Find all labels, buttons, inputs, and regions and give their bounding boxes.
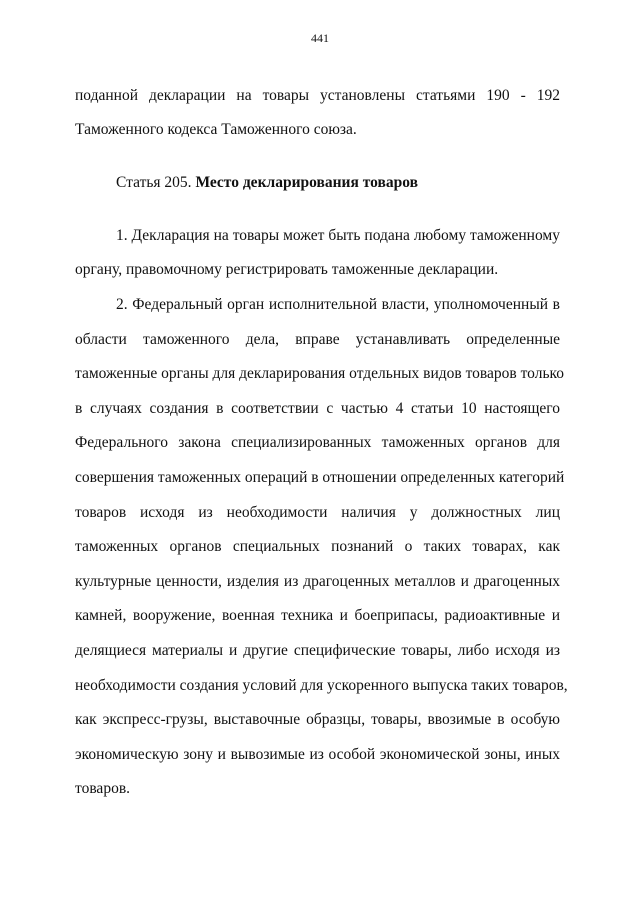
article-number: Статья 205. (116, 174, 192, 191)
text-line-11: совершения таможенных операций в отношении определенных категорий (75, 469, 565, 486)
text-line-5: органу, правомочному регистрировать таможенные декларации. (75, 261, 499, 278)
text-line-9: в случаях создания в соответствии с частью 4 статьи 10 настоящего (75, 400, 560, 417)
article-heading (116, 173, 560, 193)
text-line-16: делящиеся материалы и другие специфические товары, либо исходя из (75, 642, 560, 659)
text-line-7: области таможенного дела, вправе устанавливать определенные (75, 331, 560, 348)
text-line-15: камней, вооружение, военная техника и боеприпасы, радиоактивные и (75, 607, 560, 624)
text-line-10: Федерального закона специализированных таможенных органов для (75, 434, 560, 451)
text-line-17: необходимости создания условий для ускоренного выпуска таких товаров, (75, 677, 568, 694)
text-line-6: 2. Федеральный орган исполнительной власти, уполномоченный в (116, 296, 560, 313)
article-title: Место декларирования товаров (195, 174, 418, 191)
text-line-14: культурные ценности, изделия из драгоценных металлов и драгоценных (75, 573, 560, 590)
text-line-4: 1. Декларация на товары может быть подана любому таможенному (116, 227, 560, 244)
text-line-1: поданной декларации на товары установлены статьями 190 - 192 (75, 87, 560, 104)
text-line-19: экономическую зону и вывозимые из особой экономической зоны, иных (75, 746, 560, 763)
page-number: 441 (311, 31, 329, 45)
text-line-18: как экспресс-грузы, выставочные образцы, товары, ввозимые в особую (75, 711, 560, 728)
text-line-2: Таможенного кодекса Таможенного союза. (75, 121, 357, 138)
text-line-20: товаров. (75, 780, 131, 797)
text-line-13: таможенных органов специальных познаний о таких товарах, как (75, 538, 560, 555)
text-line-8: таможенные органы для декларирования отдельных видов товаров только (75, 365, 565, 382)
text-line-12: товаров исходя из необходимости наличия у должностных лиц (75, 504, 560, 521)
